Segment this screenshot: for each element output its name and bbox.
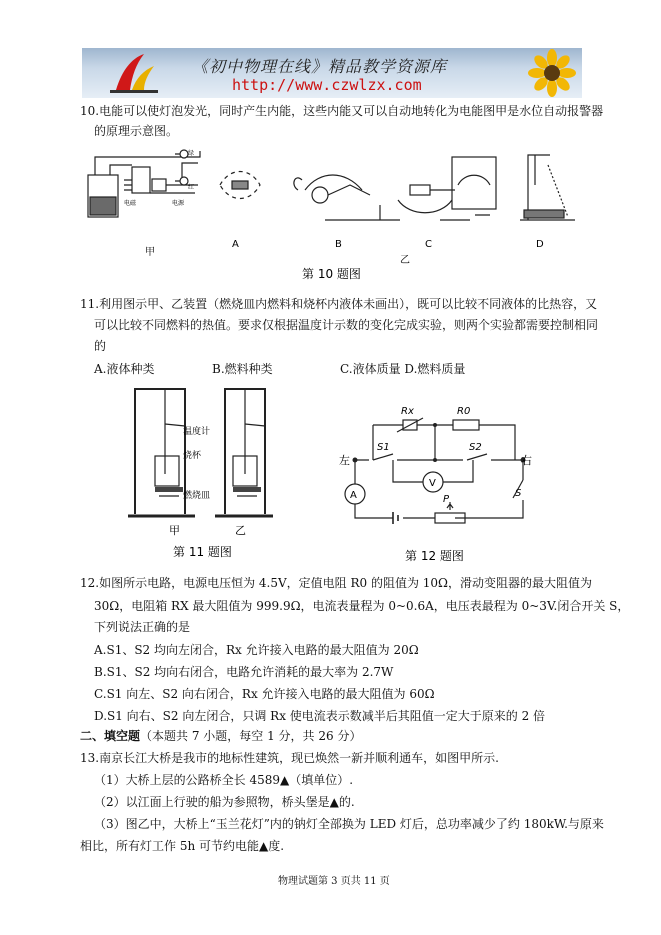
fig10-label-yi: 乙 — [400, 255, 410, 266]
fig12-label-r0: R0 — [457, 406, 471, 417]
q12-line2: 30Ω，电阻箱 RX 最大阻值为 999.9Ω，电流表量程为 0~0.6A，电压表最程为 0~3V.闭合开关 S， — [94, 599, 630, 613]
fig11-label-dish: 燃烧皿 — [183, 491, 211, 501]
fig10-label-a: A — [232, 239, 239, 250]
q12-option-c: C.S1 向左、S2 向右闭合，Rx 允许接入电路的最大阻值为 60Ω — [94, 687, 435, 701]
fig11-label-beaker: 烧杯 — [183, 451, 202, 461]
fig11-label-thermometer: 温度计 — [183, 427, 211, 437]
fig12-label-v: V — [429, 478, 436, 489]
fig10-caption: 第 10 题图 — [302, 267, 361, 281]
fig11-label-yi: 乙 — [235, 524, 246, 537]
fig11-caption: 第 11 题图 — [173, 545, 232, 559]
q10-line1: 10.电能可以使灯泡发光，同时产生内能，这些内能又可以自动地转化为电能图甲是水位自动报警器 — [80, 104, 604, 118]
q11-figure — [125, 384, 275, 564]
q11-line1: 11.利用图示甲、乙装置（燃烧皿内燃料和烧杯内液体未画出），既可以比较不同液体的比热容，又 — [80, 297, 598, 311]
fig10-label-power: 电源 — [172, 200, 185, 207]
section-title: 二、填空题 — [80, 729, 141, 743]
q12-line3: 下列说法正确的是 — [94, 620, 191, 634]
fig10-label-b: B — [335, 239, 342, 250]
page-footer: 物理试题第 3 页共 11 页 — [278, 876, 390, 887]
fig12-label-rx: Rx — [401, 406, 414, 417]
q10-figure — [80, 145, 580, 280]
fig10-label-mag: 电磁 — [124, 200, 137, 207]
fig10-label-green: 绿 — [188, 150, 195, 157]
logo-icon — [102, 50, 162, 96]
q13-sub3: （3）图乙中，大桥上“玉兰花灯”内的钠灯全部换为 LED 灯后，总功率减少了约 180kW.与原来 — [94, 817, 604, 831]
fig12-label-a: A — [350, 490, 357, 501]
q11-option-a: A.液体种类 — [94, 362, 155, 376]
q11-option-cd: C.液体质量 D.燃料质量 — [340, 362, 466, 376]
fig10-label-jia: 甲 — [145, 247, 155, 258]
fig12-label-left: 左 — [339, 454, 350, 467]
fig10-label-c: C — [425, 239, 432, 250]
fig12-label-s1: S1 — [377, 442, 390, 453]
fig12-label-s: S — [515, 488, 522, 499]
q13-line1: 13.南京长江大桥是我市的地标性建筑，现已焕然一新并顺利通车，如图甲所示. — [80, 751, 499, 765]
fig10-label-red: 红 — [188, 184, 195, 191]
q11-option-b: B.燃料种类 — [212, 362, 273, 376]
q11-line3: 的 — [94, 339, 107, 353]
header-banner — [82, 48, 582, 98]
fig12-label-right: 右 — [521, 454, 532, 467]
fig10-label-d: D — [536, 239, 544, 250]
q12-line1: 12.如图所示电路，电源电压恒为 4.5V，定值电阻 R0 的阻值为 10Ω，滑动变阻器的最大阻值为 — [80, 576, 592, 590]
q11-line2: 可以比较不同燃料的热值。要求仅根据温度计示数的变化完成实验，则两个实验都需要控制相同 — [94, 318, 599, 332]
section-note: （本题共 7 小题，每空 1 分，共 26 分） — [140, 729, 362, 743]
q13-sub3-cont: 相比，所有灯工作 5h 可节约电能▲度. — [80, 839, 285, 853]
fig11-label-jia: 甲 — [169, 524, 180, 537]
q12-figure — [339, 400, 535, 565]
q12-option-a: A.S1、S2 均向左闭合，Rx 允许接入电路的最大阻值为 20Ω — [94, 643, 419, 657]
banner-title: 《初中物理在线》精品教学资源库 — [192, 57, 448, 76]
q13-sub1: （1）大桥上层的公路桥全长 4589▲（填单位）. — [94, 773, 354, 787]
q12-option-d: D.S1 向右、S2 向左闭合，只调 Rx 使电流表示数减半后其阻值一定大于原来的 2 倍 — [94, 709, 546, 723]
q13-sub2: （2）以江面上行驶的船为参照物，桥头堡是▲的. — [94, 795, 355, 809]
sunflower-icon — [522, 48, 582, 98]
section-heading — [80, 728, 361, 744]
q12-option-b: B.S1、S2 均向右闭合，电路允许消耗的最大率为 2.7W — [94, 665, 394, 679]
banner-url: http://www.czwlzx.com — [232, 76, 422, 94]
fig12-caption: 第 12 题图 — [405, 549, 464, 563]
fig12-label-p: P — [443, 494, 450, 505]
q10-line2: 的原理示意图。 — [94, 124, 179, 138]
fig12-label-s2: S2 — [469, 442, 482, 453]
